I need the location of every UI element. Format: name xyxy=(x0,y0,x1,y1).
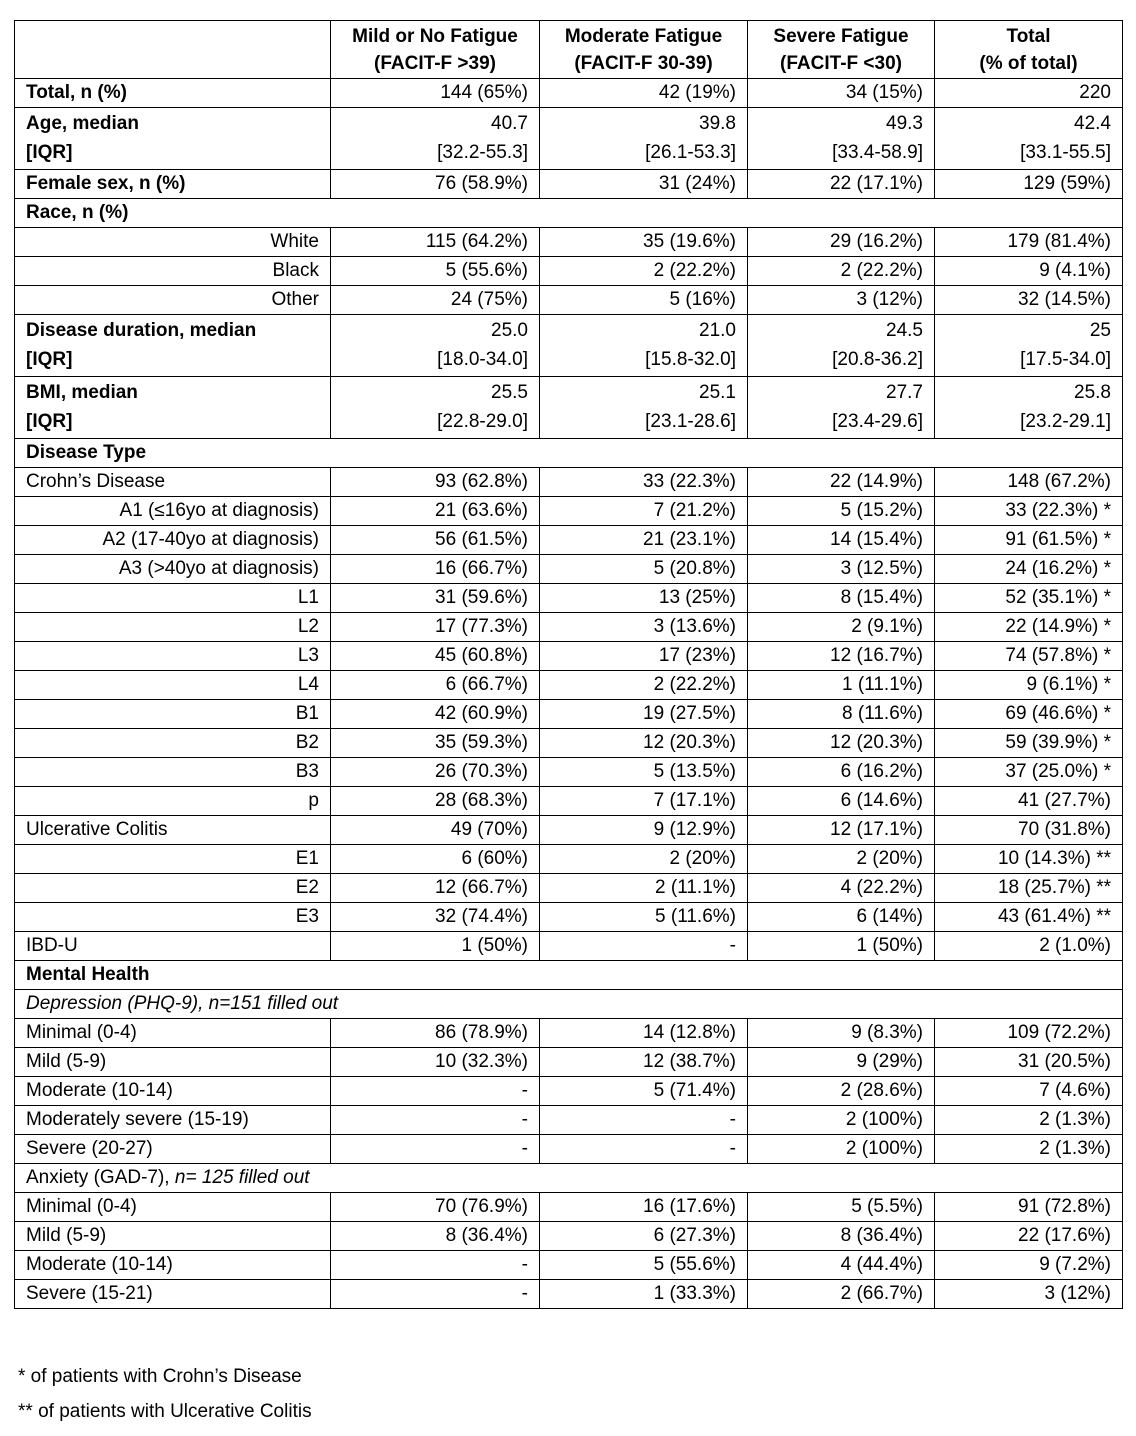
value-cell: 43 (61.4%) ** xyxy=(935,903,1123,932)
fatigue-characteristics-table-wrap xyxy=(14,20,1122,1309)
row-label: Total, n (%) xyxy=(15,79,331,108)
row-label: E2 xyxy=(15,874,331,903)
value-cell: 9 (12.9%) xyxy=(540,816,748,845)
section-label xyxy=(15,199,1123,228)
table-row xyxy=(15,874,1123,903)
table-row xyxy=(15,903,1123,932)
value-cell: 3 (13.6%) xyxy=(540,613,748,642)
value-iqr: [32.2-55.3] xyxy=(437,142,528,163)
value-cell: 2 (22.2%) xyxy=(540,257,748,286)
value-median: 42.4 xyxy=(1074,113,1111,134)
value-cell: 21 (63.6%) xyxy=(331,497,540,526)
value-cell: 129 (59%) xyxy=(935,170,1123,199)
row-label: L1 xyxy=(15,584,331,613)
value-cell: - xyxy=(331,1280,540,1309)
value-cell: 12 (38.7%) xyxy=(540,1048,748,1077)
value-median: 25.5 xyxy=(491,382,528,403)
value-cell: 8 (36.4%) xyxy=(748,1222,935,1251)
table-row xyxy=(15,787,1123,816)
value-cell: 14 (15.4%) xyxy=(748,526,935,555)
value-cell: 5 (5.5%) xyxy=(748,1193,935,1222)
table-row xyxy=(15,257,1123,286)
table-row xyxy=(15,286,1123,315)
value-iqr: [22.8-29.0] xyxy=(437,411,528,432)
value-cell: 2 (66.7%) xyxy=(748,1280,935,1309)
value-cell: 37 (25.0%) * xyxy=(935,758,1123,787)
value-cell: 5 (15.2%) xyxy=(748,497,935,526)
value-cell: - xyxy=(331,1106,540,1135)
value-cell: 24 (75%) xyxy=(331,286,540,315)
table-row xyxy=(15,468,1123,497)
value-cell: 12 (20.3%) xyxy=(540,729,748,758)
value-cell: 2 (100%) xyxy=(748,1106,935,1135)
value-cell: 7 (21.2%) xyxy=(540,497,748,526)
value-cell: 17 (23%) xyxy=(540,642,748,671)
value-cell: 12 (20.3%) xyxy=(748,729,935,758)
value-cell: 91 (72.8%) xyxy=(935,1193,1123,1222)
value-cell: 2 (1.3%) xyxy=(935,1106,1123,1135)
row-label: E1 xyxy=(15,845,331,874)
row-label-line2: [IQR] xyxy=(26,142,73,163)
value-cell: 2 (22.2%) xyxy=(748,257,935,286)
value-cell: 31 (20.5%) xyxy=(935,1048,1123,1077)
row-label-line2: [IQR] xyxy=(26,411,73,432)
value-cell xyxy=(540,108,748,170)
table-row xyxy=(15,1135,1123,1164)
section-row xyxy=(15,961,1123,990)
table-row xyxy=(15,1251,1123,1280)
value-cell: 9 (29%) xyxy=(748,1048,935,1077)
table-row xyxy=(15,613,1123,642)
value-cell: 45 (60.8%) xyxy=(331,642,540,671)
section-row xyxy=(15,990,1123,1019)
value-cell: 10 (14.3%) ** xyxy=(935,845,1123,874)
value-cell: 34 (15%) xyxy=(748,79,935,108)
value-cell: 2 (100%) xyxy=(748,1135,935,1164)
value-cell: - xyxy=(540,1135,748,1164)
value-cell: 21 (23.1%) xyxy=(540,526,748,555)
value-cell: 32 (14.5%) xyxy=(935,286,1123,315)
value-cell xyxy=(748,108,935,170)
value-cell: 70 (31.8%) xyxy=(935,816,1123,845)
value-cell xyxy=(331,315,540,377)
value-cell xyxy=(748,377,935,439)
value-cell: 2 (22.2%) xyxy=(540,671,748,700)
header-line2: (% of total) xyxy=(979,53,1078,74)
value-cell: 12 (66.7%) xyxy=(331,874,540,903)
section-label xyxy=(15,961,1123,990)
value-iqr: [26.1-53.3] xyxy=(645,142,736,163)
value-cell: 1 (50%) xyxy=(748,932,935,961)
value-cell: 220 xyxy=(935,79,1123,108)
value-cell: 109 (72.2%) xyxy=(935,1019,1123,1048)
value-cell: 16 (17.6%) xyxy=(540,1193,748,1222)
section-label xyxy=(15,990,1123,1019)
row-label: B2 xyxy=(15,729,331,758)
value-iqr: [15.8-32.0] xyxy=(645,349,736,370)
header-line2: (FACIT-F >39) xyxy=(374,53,496,74)
value-cell: - xyxy=(540,1106,748,1135)
value-cell: 49 (70%) xyxy=(331,816,540,845)
section-row xyxy=(15,199,1123,228)
row-label: Crohn’s Disease xyxy=(15,468,331,497)
table-header-row xyxy=(15,21,1123,79)
value-median: 27.7 xyxy=(886,382,923,403)
table-row xyxy=(15,758,1123,787)
value-cell: 6 (16.2%) xyxy=(748,758,935,787)
value-cell: 41 (27.7%) xyxy=(935,787,1123,816)
value-iqr: [17.5-34.0] xyxy=(1020,349,1111,370)
row-label xyxy=(15,315,331,377)
value-cell: 4 (22.2%) xyxy=(748,874,935,903)
value-cell: 29 (16.2%) xyxy=(748,228,935,257)
value-cell: 115 (64.2%) xyxy=(331,228,540,257)
header-cell-total xyxy=(935,21,1123,79)
section-label-text: Depression (PHQ-9), n=151 filled out xyxy=(26,993,339,1014)
header-line1: Moderate Fatigue xyxy=(564,26,723,47)
header-line2: (FACIT-F <30) xyxy=(780,53,902,74)
table-row xyxy=(15,377,1123,439)
row-label: L2 xyxy=(15,613,331,642)
header-cell-severe xyxy=(748,21,935,79)
value-cell: 22 (17.6%) xyxy=(935,1222,1123,1251)
value-cell: 13 (25%) xyxy=(540,584,748,613)
section-label-text: Mental Health xyxy=(26,964,150,985)
section-label xyxy=(15,1164,1123,1193)
value-cell: 31 (59.6%) xyxy=(331,584,540,613)
value-iqr: [33.4-58.9] xyxy=(832,142,923,163)
header-line1: Severe Fatigue xyxy=(773,26,909,47)
value-cell xyxy=(935,108,1123,170)
value-cell: 3 (12.5%) xyxy=(748,555,935,584)
value-cell: 42 (19%) xyxy=(540,79,748,108)
value-cell: 10 (32.3%) xyxy=(331,1048,540,1077)
fatigue-characteristics-table xyxy=(14,20,1123,1309)
value-cell: 2 (1.0%) xyxy=(935,932,1123,961)
value-cell: 6 (14.6%) xyxy=(748,787,935,816)
table-row xyxy=(15,700,1123,729)
value-cell xyxy=(748,315,935,377)
value-cell: 3 (12%) xyxy=(935,1280,1123,1309)
row-label: IBD-U xyxy=(15,932,331,961)
table-body xyxy=(15,79,1123,1309)
value-cell: - xyxy=(331,1251,540,1280)
value-cell: 16 (66.7%) xyxy=(331,555,540,584)
row-label: A1 (≤16yo at diagnosis) xyxy=(15,497,331,526)
table-row xyxy=(15,642,1123,671)
value-cell: 8 (36.4%) xyxy=(331,1222,540,1251)
table-row xyxy=(15,108,1123,170)
row-label: Severe (20-27) xyxy=(15,1135,331,1164)
value-cell: 2 (28.6%) xyxy=(748,1077,935,1106)
header-cell-blank xyxy=(15,21,331,79)
table-row xyxy=(15,315,1123,377)
table-row xyxy=(15,526,1123,555)
value-cell: 93 (62.8%) xyxy=(331,468,540,497)
header-cell-moderate xyxy=(540,21,748,79)
section-label-text: Race, n (%) xyxy=(26,202,129,223)
value-iqr: [33.1-55.5] xyxy=(1020,142,1111,163)
table-row xyxy=(15,1222,1123,1251)
value-cell: 12 (17.1%) xyxy=(748,816,935,845)
table-row xyxy=(15,170,1123,199)
value-cell: 5 (11.6%) xyxy=(540,903,748,932)
value-cell: 9 (7.2%) xyxy=(935,1251,1123,1280)
value-cell: 52 (35.1%) * xyxy=(935,584,1123,613)
row-label-line1: BMI, median xyxy=(26,382,138,403)
row-label: Female sex, n (%) xyxy=(15,170,331,199)
value-cell: 69 (46.6%) * xyxy=(935,700,1123,729)
value-iqr: [18.0-34.0] xyxy=(437,349,528,370)
table-row xyxy=(15,79,1123,108)
row-label xyxy=(15,377,331,439)
value-cell: 2 (20%) xyxy=(748,845,935,874)
table-row xyxy=(15,816,1123,845)
value-median: 40.7 xyxy=(491,113,528,134)
row-label: B1 xyxy=(15,700,331,729)
footnote-uc: ** of patients with Ulcerative Colitis xyxy=(18,1401,312,1422)
value-cell xyxy=(331,108,540,170)
value-iqr: [23.4-29.6] xyxy=(832,411,923,432)
value-cell: 17 (77.3%) xyxy=(331,613,540,642)
row-label: A3 (>40yo at diagnosis) xyxy=(15,555,331,584)
value-cell: 42 (60.9%) xyxy=(331,700,540,729)
value-cell: 74 (57.8%) * xyxy=(935,642,1123,671)
row-label: Moderate (10-14) xyxy=(15,1077,331,1106)
row-label: White xyxy=(15,228,331,257)
value-median: 25.1 xyxy=(699,382,736,403)
row-label: A2 (17-40yo at diagnosis) xyxy=(15,526,331,555)
value-median: 25.0 xyxy=(491,320,528,341)
value-cell xyxy=(540,377,748,439)
value-cell: 24 (16.2%) * xyxy=(935,555,1123,584)
section-row xyxy=(15,1164,1123,1193)
value-cell: 28 (68.3%) xyxy=(331,787,540,816)
value-cell: 6 (27.3%) xyxy=(540,1222,748,1251)
value-cell: 5 (55.6%) xyxy=(540,1251,748,1280)
header-line2: (FACIT-F 30-39) xyxy=(574,53,713,74)
row-label: E3 xyxy=(15,903,331,932)
table-row xyxy=(15,845,1123,874)
section-label-italic: n= 125 filled out xyxy=(174,1167,310,1188)
row-label: B3 xyxy=(15,758,331,787)
value-median: 49.3 xyxy=(886,113,923,134)
value-cell: 7 (4.6%) xyxy=(935,1077,1123,1106)
value-cell: 35 (59.3%) xyxy=(331,729,540,758)
value-median: 25.8 xyxy=(1074,382,1111,403)
value-cell: 6 (60%) xyxy=(331,845,540,874)
table-row xyxy=(15,1280,1123,1309)
value-cell: 5 (71.4%) xyxy=(540,1077,748,1106)
value-cell: 14 (12.8%) xyxy=(540,1019,748,1048)
table-row xyxy=(15,671,1123,700)
row-label xyxy=(15,108,331,170)
value-cell: 9 (4.1%) xyxy=(935,257,1123,286)
value-cell: 4 (44.4%) xyxy=(748,1251,935,1280)
value-median: 24.5 xyxy=(886,320,923,341)
value-cell: 1 (33.3%) xyxy=(540,1280,748,1309)
value-cell xyxy=(935,377,1123,439)
value-cell: 2 (9.1%) xyxy=(748,613,935,642)
value-cell: 2 (20%) xyxy=(540,845,748,874)
value-cell: 35 (19.6%) xyxy=(540,228,748,257)
row-label-line1: Age, median xyxy=(26,113,139,134)
value-cell: 22 (17.1%) xyxy=(748,170,935,199)
value-cell: 70 (76.9%) xyxy=(331,1193,540,1222)
section-label xyxy=(15,439,1123,468)
row-label: p xyxy=(15,787,331,816)
value-iqr: [23.1-28.6] xyxy=(645,411,736,432)
value-cell: 59 (39.9%) * xyxy=(935,729,1123,758)
row-label: Mild (5-9) xyxy=(15,1048,331,1077)
value-cell: 7 (17.1%) xyxy=(540,787,748,816)
value-cell: 9 (8.3%) xyxy=(748,1019,935,1048)
row-label: Moderately severe (15-19) xyxy=(15,1106,331,1135)
value-cell: 8 (11.6%) xyxy=(748,700,935,729)
value-cell: 86 (78.9%) xyxy=(331,1019,540,1048)
row-label: Minimal (0-4) xyxy=(15,1193,331,1222)
value-median: 21.0 xyxy=(699,320,736,341)
row-label: Black xyxy=(15,257,331,286)
value-cell: 5 (55.6%) xyxy=(331,257,540,286)
row-label: Ulcerative Colitis xyxy=(15,816,331,845)
value-cell: - xyxy=(331,1135,540,1164)
header-line1: Total xyxy=(1006,26,1051,47)
value-cell: 91 (61.5%) * xyxy=(935,526,1123,555)
section-label-text: Disease Type xyxy=(26,442,147,463)
value-cell: 22 (14.9%) xyxy=(748,468,935,497)
table-row xyxy=(15,1048,1123,1077)
value-cell: 9 (6.1%) * xyxy=(935,671,1123,700)
value-cell: 3 (12%) xyxy=(748,286,935,315)
row-label: Other xyxy=(15,286,331,315)
table-row xyxy=(15,497,1123,526)
row-label-line2: [IQR] xyxy=(26,349,73,370)
value-cell: 1 (11.1%) xyxy=(748,671,935,700)
value-cell: 18 (25.7%) ** xyxy=(935,874,1123,903)
value-cell: - xyxy=(331,1077,540,1106)
section-label-text: Anxiety (GAD-7), xyxy=(26,1167,175,1188)
value-cell: 5 (16%) xyxy=(540,286,748,315)
value-cell xyxy=(331,377,540,439)
value-cell: 31 (24%) xyxy=(540,170,748,199)
value-cell xyxy=(935,315,1123,377)
table-row xyxy=(15,1106,1123,1135)
value-cell: 6 (14%) xyxy=(748,903,935,932)
value-cell: 26 (70.3%) xyxy=(331,758,540,787)
value-cell: 5 (13.5%) xyxy=(540,758,748,787)
table-row xyxy=(15,1077,1123,1106)
value-iqr: [20.8-36.2] xyxy=(832,349,923,370)
section-row xyxy=(15,439,1123,468)
value-cell: 12 (16.7%) xyxy=(748,642,935,671)
row-label: L3 xyxy=(15,642,331,671)
table-row xyxy=(15,1193,1123,1222)
value-cell: 5 (20.8%) xyxy=(540,555,748,584)
value-cell: 1 (50%) xyxy=(331,932,540,961)
value-cell: 8 (15.4%) xyxy=(748,584,935,613)
row-label: Severe (15-21) xyxy=(15,1280,331,1309)
value-iqr: [23.2-29.1] xyxy=(1020,411,1111,432)
value-cell: - xyxy=(540,932,748,961)
value-cell: 76 (58.9%) xyxy=(331,170,540,199)
value-median: 39.8 xyxy=(699,113,736,134)
table-row xyxy=(15,228,1123,257)
value-cell: 33 (22.3%) * xyxy=(935,497,1123,526)
value-median: 25 xyxy=(1089,320,1111,341)
value-cell: 144 (65%) xyxy=(331,79,540,108)
row-label: Moderate (10-14) xyxy=(15,1251,331,1280)
header-cell-mild xyxy=(331,21,540,79)
value-cell: 56 (61.5%) xyxy=(331,526,540,555)
value-cell: 2 (11.1%) xyxy=(540,874,748,903)
row-label: Minimal (0-4) xyxy=(15,1019,331,1048)
row-label-line1: Disease duration, median xyxy=(26,320,257,341)
value-cell: 2 (1.3%) xyxy=(935,1135,1123,1164)
value-cell: 6 (66.7%) xyxy=(331,671,540,700)
value-cell: 22 (14.9%) * xyxy=(935,613,1123,642)
value-cell: 33 (22.3%) xyxy=(540,468,748,497)
value-cell: 148 (67.2%) xyxy=(935,468,1123,497)
value-cell: 19 (27.5%) xyxy=(540,700,748,729)
value-cell: 32 (74.4%) xyxy=(331,903,540,932)
table-row xyxy=(15,555,1123,584)
row-label: L4 xyxy=(15,671,331,700)
table-row xyxy=(15,729,1123,758)
table-row xyxy=(15,932,1123,961)
header-line1: Mild or No Fatigue xyxy=(352,26,518,47)
table-row xyxy=(15,1019,1123,1048)
value-cell xyxy=(540,315,748,377)
table-row xyxy=(15,584,1123,613)
row-label: Mild (5-9) xyxy=(15,1222,331,1251)
footnote-crohns: * of patients with Crohn’s Disease xyxy=(18,1366,302,1387)
value-cell: 179 (81.4%) xyxy=(935,228,1123,257)
